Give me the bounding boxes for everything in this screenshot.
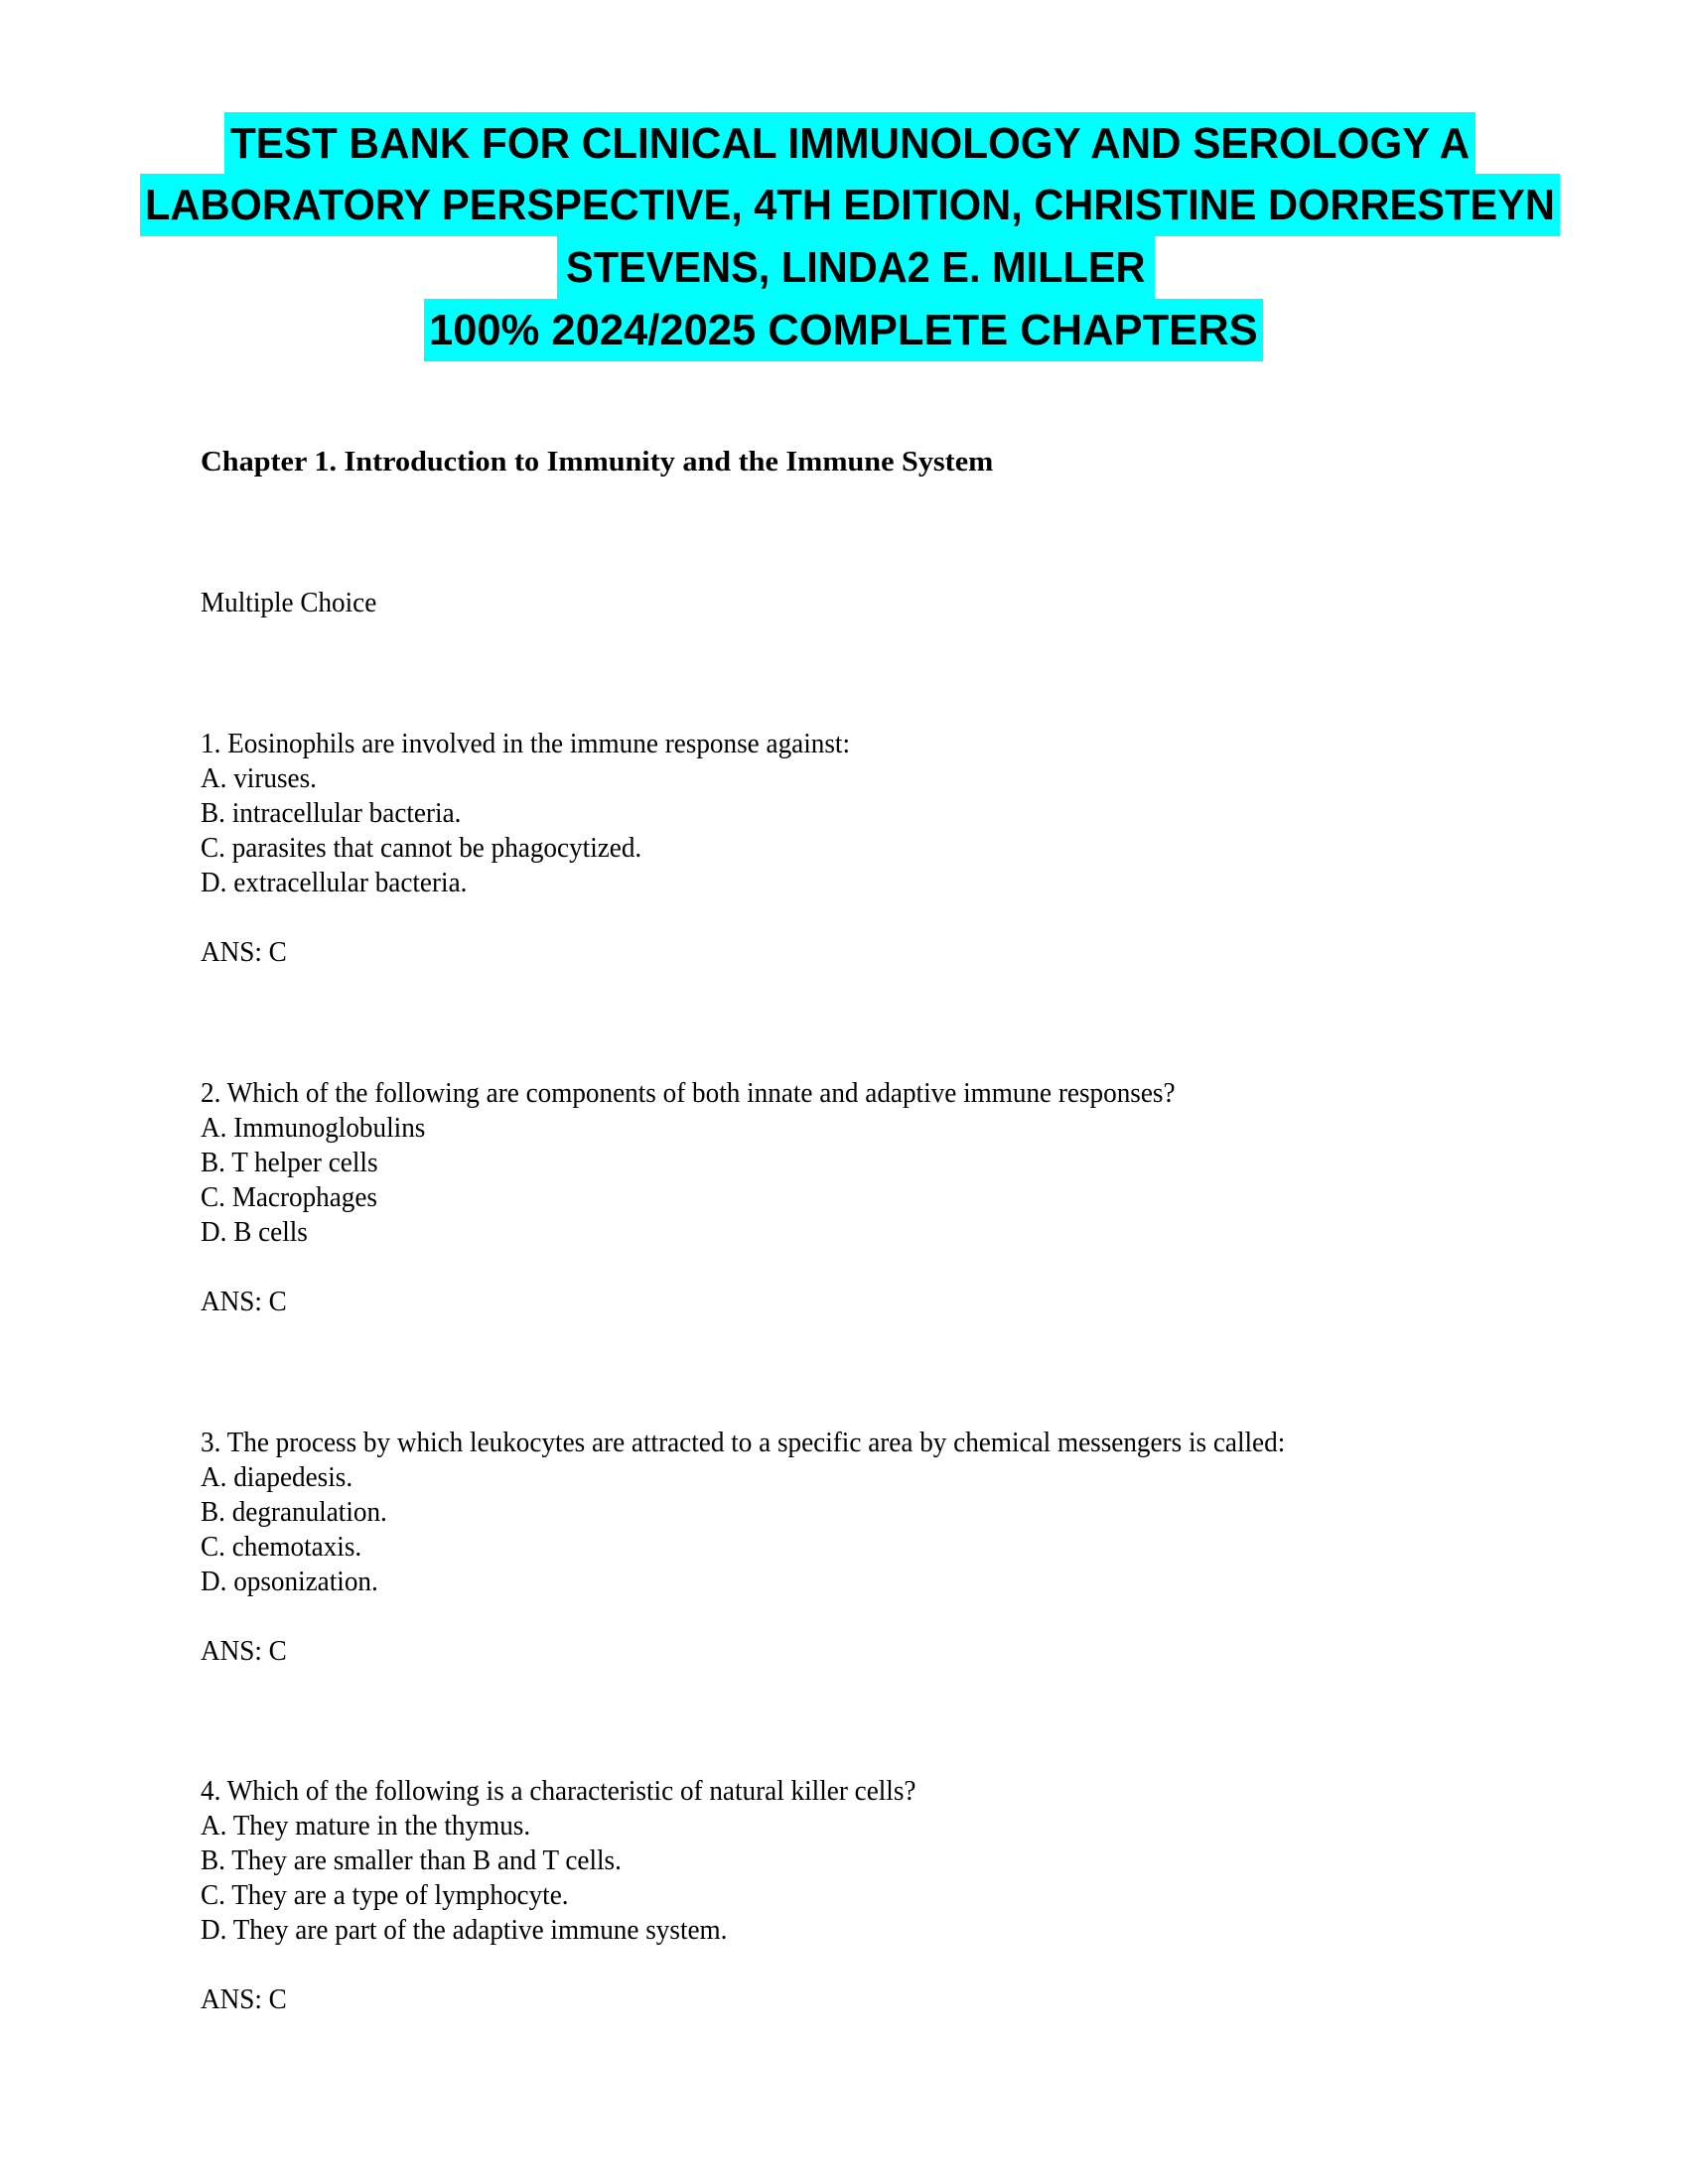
title-line-1 (224, 112, 1476, 175)
answer-key: ANS: C (201, 1287, 287, 1317)
title-line-2 (140, 174, 1560, 236)
option-c: C. Macrophages (201, 1182, 378, 1213)
answer-key: ANS: C (201, 1984, 287, 2015)
option-c: C. parasites that cannot be phagocytized. (201, 833, 642, 864)
question-1 (201, 727, 1541, 970)
option-d: D. B cells (201, 1217, 308, 1248)
option-b: B. They are smaller than B and T cells. (201, 1845, 622, 1876)
chapter-heading: Chapter 1. Introduction to Immunity and the Immune System (201, 447, 994, 478)
option-b: B. intracellular bacteria. (201, 798, 462, 829)
option-c: C. chemotaxis. (201, 1532, 362, 1563)
title-line-2-text: LABORATORY PERSPECTIVE, 4TH EDITION, CHRISTINE DORRESTEYN (145, 181, 1555, 229)
option-a: A. They mature in the thymus. (201, 1811, 531, 1842)
question-stem: 4. Which of the following is a characteristic of natural killer cells? (201, 1776, 916, 1807)
title-line-3 (557, 236, 1155, 299)
answer-key: ANS: C (201, 937, 287, 968)
question-stem: 1. Eosinophils are involved in the immune response against: (201, 729, 850, 759)
question-4 (201, 1774, 1541, 2017)
option-d: D. opsonization. (201, 1567, 378, 1597)
title-line-4-text: 100% 2024/2025 COMPLETE CHAPTERS (429, 306, 1258, 354)
title-line-3-text: STEVENS, LINDA2 E. MILLER (566, 243, 1146, 292)
question-3 (201, 1426, 1541, 1669)
option-a: A. viruses. (201, 763, 317, 794)
option-b: B. T helper cells (201, 1148, 378, 1178)
option-a: A. Immunoglobulins (201, 1113, 426, 1144)
section-label: Multiple Choice (201, 588, 377, 618)
option-d: D. They are part of the adaptive immune system. (201, 1915, 728, 1946)
question-stem: 2. Which of the following are components of both innate and adaptive immune responses? (201, 1078, 1176, 1109)
title-line-1-text: TEST BANK FOR CLINICAL IMMUNOLOGY AND SEROLOGY A (230, 119, 1471, 168)
question-stem: 3. The process by which leukocytes are attracted to a specific area by chemical messengers is called: (201, 1428, 1286, 1458)
option-d: D. extracellular bacteria. (201, 868, 468, 898)
title-line-4 (424, 299, 1263, 361)
question-2 (201, 1076, 1541, 1319)
option-c: C. They are a type of lymphocyte. (201, 1880, 569, 1911)
option-a: A. diapedesis. (201, 1462, 353, 1493)
answer-key: ANS: C (201, 1636, 287, 1667)
option-b: B. degranulation. (201, 1497, 387, 1528)
